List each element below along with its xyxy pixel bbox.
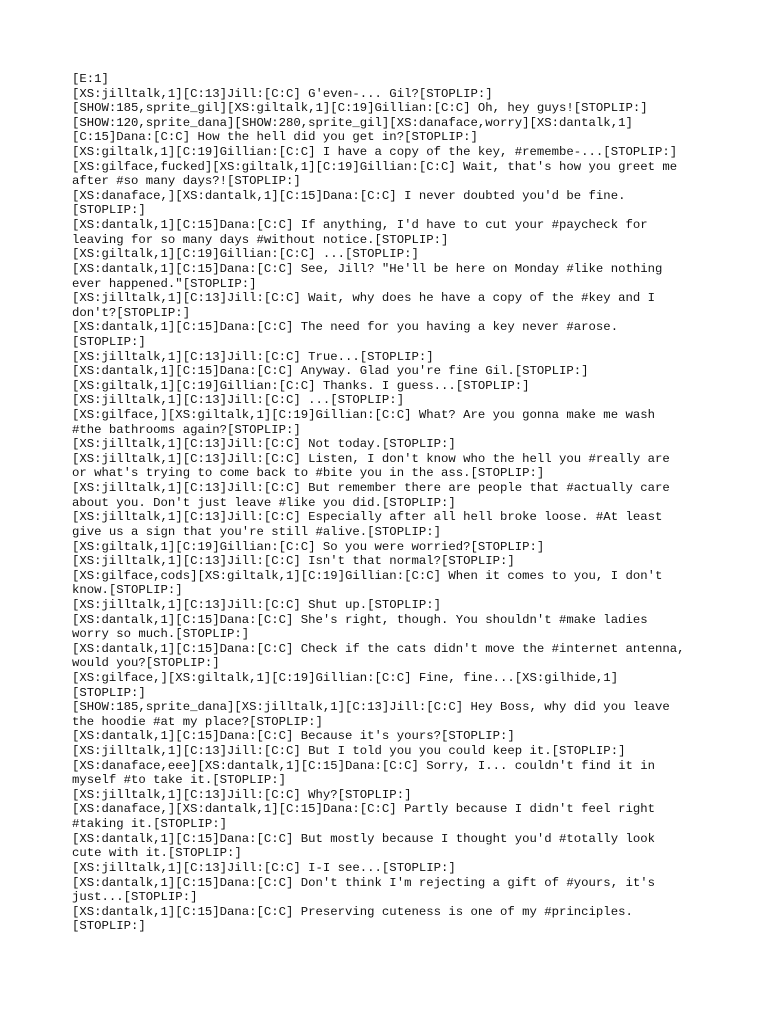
- script-line: [XS:dantalk,1][C:15]Dana:[C:C] She's right, though. You shouldn't #make ladies: [72, 612, 648, 627]
- script-line: [XS:jilltalk,1][C:13]Jill:[C:C] ...[STOPLIP:]: [72, 393, 405, 408]
- script-line: don't?[STOPLIP:]: [72, 305, 191, 320]
- script-line: ever happened."[STOPLIP:]: [72, 276, 257, 291]
- script-line: [XS:gilface,][XS:giltalk,1][C:19]Gillian:[C:C] Fine, fine...[XS:gilhide,1]: [72, 670, 619, 685]
- script-line: [STOPLIP:]: [72, 334, 146, 349]
- script-line: [XS:jilltalk,1][C:13]Jill:[C:C] But remember there are people that #actually care: [72, 481, 670, 496]
- script-line: [XS:dantalk,1][C:15]Dana:[C:C] If anything, I'd have to cut your #paycheck for: [72, 218, 648, 233]
- script-line: [XS:giltalk,1][C:19]Gillian:[C:C] I have a copy of the key, #remembe-...[STOPLIP:]: [72, 145, 678, 160]
- script-line: [SHOW:185,sprite_dana][XS:jilltalk,1][C:13]Jill:[C:C] Hey Boss, why did you leave: [72, 700, 670, 715]
- script-line: know.[STOPLIP:]: [72, 583, 183, 598]
- script-line: [XS:giltalk,1][C:19]Gillian:[C:C] ...[STOPLIP:]: [72, 247, 419, 262]
- script-line: [XS:jilltalk,1][C:13]Jill:[C:C] But I told you you could keep it.[STOPLIP:]: [72, 744, 626, 759]
- script-line: [XS:jilltalk,1][C:13]Jill:[C:C] True...[STOPLIP:]: [72, 349, 434, 364]
- script-line: myself #to take it.[STOPLIP:]: [72, 773, 287, 788]
- script-line: after #so many days?![STOPLIP:]: [72, 174, 301, 189]
- script-line: [XS:jilltalk,1][C:13]Jill:[C:C] Especially after all hell broke loose. #At least: [72, 510, 663, 525]
- script-line: [XS:jilltalk,1][C:13]Jill:[C:C] Why?[STOPLIP:]: [72, 787, 412, 802]
- script-line: [XS:dantalk,1][C:15]Dana:[C:C] But mostly because I thought you'd #totally look: [72, 831, 655, 846]
- script-line: [XS:dantalk,1][C:15]Dana:[C:C] Don't think I'm rejecting a gift of #yours, it's: [72, 875, 655, 890]
- script-line: [XS:gilface,fucked][XS:giltalk,1][C:19]Gillian:[C:C] Wait, that's how you greet me: [72, 159, 678, 174]
- script-line: or what's trying to come back to #bite you in the ass.[STOPLIP:]: [72, 466, 545, 481]
- script-line: [STOPLIP:]: [72, 685, 146, 700]
- script-line: [C:15]Dana:[C:C] How the hell did you get in?[STOPLIP:]: [72, 130, 478, 145]
- script-line: [XS:danaface,][XS:dantalk,1][C:15]Dana:[C:C] I never doubted you'd be fine.: [72, 188, 626, 203]
- script-line: [XS:danaface,][XS:dantalk,1][C:15]Dana:[C:C] Partly because I didn't feel right: [72, 802, 655, 817]
- script-line: [XS:dantalk,1][C:15]Dana:[C:C] See, Jill? "He'll be here on Monday #like nothing: [72, 261, 663, 276]
- script-line: [XS:dantalk,1][C:15]Dana:[C:C] Check if the cats didn't move the #internet antenna,: [72, 641, 685, 656]
- script-line: [XS:danaface,eee][XS:dantalk,1][C:15]Dana:[C:C] Sorry, I... couldn't find it in: [72, 758, 655, 773]
- script-line: cute with it.[STOPLIP:]: [72, 846, 242, 861]
- script-line: [XS:giltalk,1][C:19]Gillian:[C:C] Thanks. I guess...[STOPLIP:]: [72, 378, 530, 393]
- script-line: would you?[STOPLIP:]: [72, 656, 220, 671]
- script-line: #taking it.[STOPLIP:]: [72, 817, 227, 832]
- script-line: [XS:jilltalk,1][C:13]Jill:[C:C] Isn't that normal?[STOPLIP:]: [72, 554, 515, 569]
- script-line: about you. Don't just leave #like you did.[STOPLIP:]: [72, 495, 456, 510]
- script-line: the hoodie #at my place?[STOPLIP:]: [72, 714, 323, 729]
- script-line: [SHOW:185,sprite_gil][XS:giltalk,1][C:19]Gillian:[C:C] Oh, hey guys![STOPLIP:]: [72, 101, 648, 116]
- script-line: [E:1]: [72, 72, 109, 86]
- script-line: [XS:dantalk,1][C:15]Dana:[C:C] The need for you having a key never #arose.: [72, 320, 619, 335]
- script-line: [XS:dantalk,1][C:15]Dana:[C:C] Because it's yours?[STOPLIP:]: [72, 729, 515, 744]
- script-line: [STOPLIP:]: [72, 203, 146, 218]
- script-line: [XS:gilface,cods][XS:giltalk,1][C:19]Gillian:[C:C] When it comes to you, I don't: [72, 568, 663, 583]
- script-line: #the bathrooms again?[STOPLIP:]: [72, 422, 301, 437]
- script-line: [XS:gilface,][XS:giltalk,1][C:19]Gillian:[C:C] What? Are you gonna make me wash: [72, 408, 655, 423]
- script-line: give us a sign that you're still #alive.[STOPLIP:]: [72, 524, 441, 539]
- script-line: [XS:jilltalk,1][C:13]Jill:[C:C] Shut up.[STOPLIP:]: [72, 597, 441, 612]
- script-line: [XS:jilltalk,1][C:13]Jill:[C:C] I-I see...[STOPLIP:]: [72, 860, 456, 875]
- script-line: [XS:jilltalk,1][C:13]Jill:[C:C] Not today.[STOPLIP:]: [72, 437, 456, 452]
- script-line: just...[STOPLIP:]: [72, 890, 198, 905]
- script-line: [XS:giltalk,1][C:19]Gillian:[C:C] So you were worried?[STOPLIP:]: [72, 539, 545, 554]
- script-line: [XS:jilltalk,1][C:13]Jill:[C:C] Wait, why does he have a copy of the #key and I: [72, 291, 655, 306]
- script-line: [XS:jilltalk,1][C:13]Jill:[C:C] G'even-... Gil?[STOPLIP:]: [72, 86, 493, 101]
- script-line: [STOPLIP:]: [72, 919, 146, 934]
- script-line: [XS:jilltalk,1][C:13]Jill:[C:C] Listen, I don't know who the hell you #really are: [72, 451, 670, 466]
- script-text-block: [72, 72, 702, 934]
- script-line: [SHOW:120,sprite_dana][SHOW:280,sprite_gil][XS:danaface,worry][XS:dantalk,1]: [72, 115, 633, 130]
- script-line: [XS:dantalk,1][C:15]Dana:[C:C] Preserving cuteness is one of my #principles.: [72, 904, 633, 919]
- script-line: [XS:dantalk,1][C:15]Dana:[C:C] Anyway. Glad you're fine Gil.[STOPLIP:]: [72, 364, 589, 379]
- script-line: worry so much.[STOPLIP:]: [72, 627, 250, 642]
- script-line: leaving for so many days #without notice.[STOPLIP:]: [72, 232, 449, 247]
